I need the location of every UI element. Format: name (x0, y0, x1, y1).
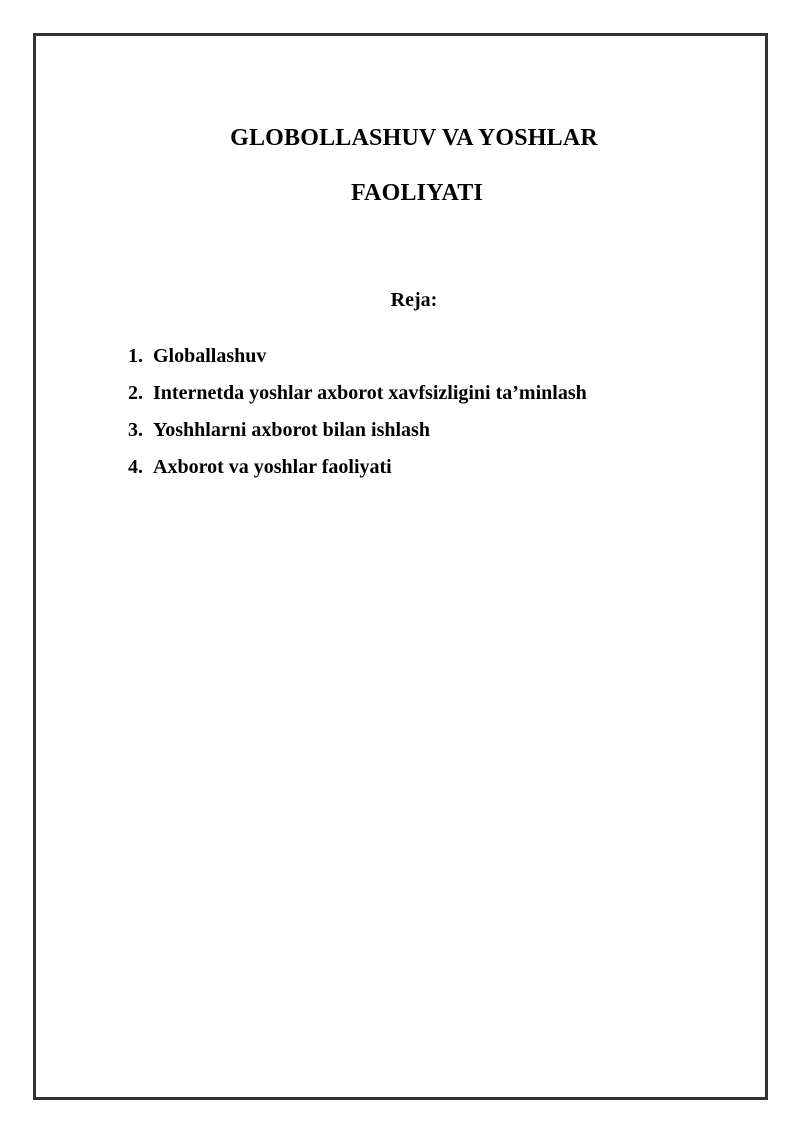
plan-item-text: Yoshhlarni axborot bilan ishlash (153, 419, 430, 441)
plan-list (128, 343, 587, 491)
plan-item-number: 1. (128, 345, 143, 367)
plan-item-number: 2. (128, 382, 143, 404)
plan-item (128, 343, 587, 380)
plan-item (128, 454, 587, 491)
plan-item-text: Globallashuv (153, 345, 267, 367)
document-title-line-1: GLOBOLLASHUV VA YOSHLAR (230, 125, 598, 151)
plan-item-text: Axborot va yoshlar faoliyati (153, 456, 392, 478)
plan-item-number: 3. (128, 419, 143, 441)
plan-item-number: 4. (128, 456, 143, 478)
document-title-line-2: FAOLIYATI (350, 180, 484, 206)
plan-item (128, 380, 587, 417)
plan-item-text: Internetda yoshlar axborot xavfsizligini ta’minlash (153, 382, 587, 404)
plan-item (128, 417, 587, 454)
plan-heading: Reja: (390, 289, 438, 311)
